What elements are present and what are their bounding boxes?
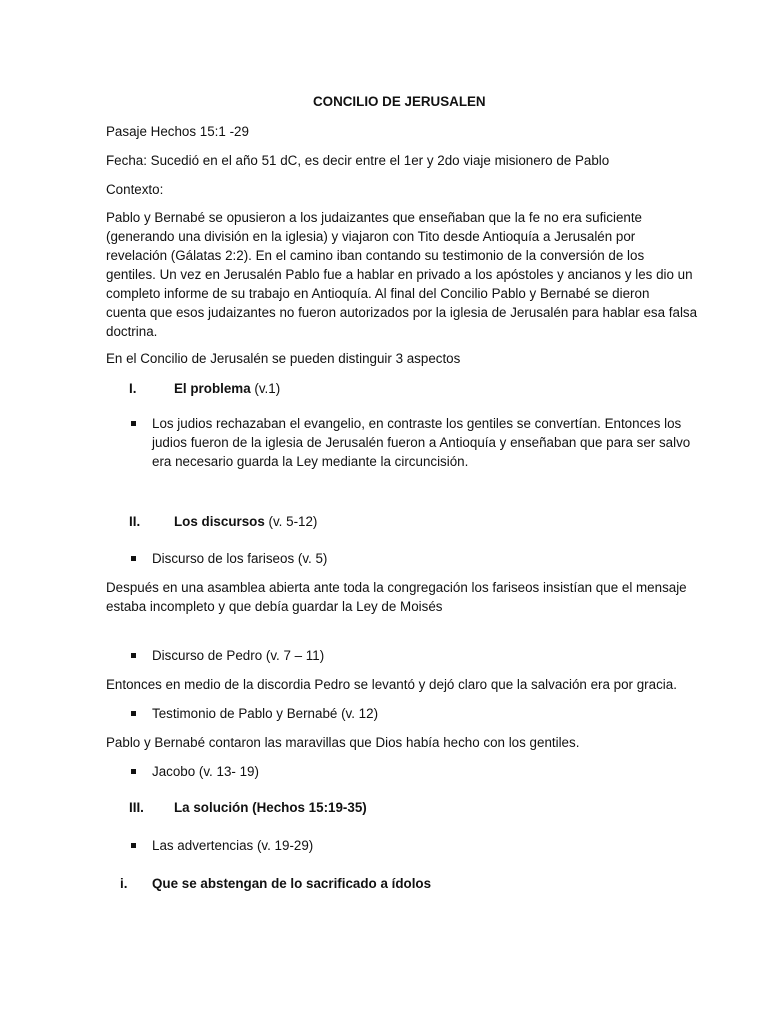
item-i-numeral: i. [120,876,128,891]
page-title: CONCILIO DE JERUSALEN [313,94,486,109]
bullet-problema [152,414,691,471]
bullet-square-icon [131,843,136,848]
section-2-title: Los discursos [174,514,265,529]
fariseos-line: Después en una asamblea abierta ante toda la congregación los fariseos insistían que el mensaje [106,580,687,595]
pedro-paragraph: Entonces en medio de la discordia Pedro se levantó y dejó claro que la salvación era por gracia. [106,677,677,692]
bullet-problema-line: era necesario guarda la Ley mediante la circuncisión. [152,454,469,469]
section-2-ref: (v. 5-12) [264,514,318,529]
bullet-pedro: Discurso de Pedro (v. 7 – 11) [152,648,325,663]
bullet-square-icon [131,653,136,658]
section-1-title: El problema [174,381,251,396]
pablo-paragraph: Pablo y Bernabé contaron las maravillas que Dios había hecho con los gentiles. [106,735,580,750]
contexto-line: (generando una división en la iglesia) y viajaron con Tito desde Antioquía a Jerusalén por [106,229,636,244]
section-2-heading [174,512,317,531]
contexto-line: revelación (Gálatas 2:2). En el camino iban contando su testimonio de la conversión de los [106,248,645,263]
section-3-numeral: III. [129,800,144,815]
bullet-square-icon [131,769,136,774]
bullet-jacobo: Jacobo (v. 13- 19) [152,764,259,779]
contexto-line: doctrina. [106,324,158,339]
section-1-ref: (v.1) [250,381,281,396]
bullet-problema-line: Los judios rechazaban el evangelio, en contraste los gentiles se convertían. Entonces los [152,416,682,431]
fecha-line: Fecha: Sucedió en el año 51 dC, es decir entre el 1er y 2do viaje misionero de Pablo [106,153,610,168]
fariseos-paragraph [106,578,687,616]
bullet-pablo: Testimonio de Pablo y Bernabé (v. 12) [152,706,379,721]
section-2-numeral: II. [129,514,141,529]
contexto-label: Contexto: [106,182,164,197]
item-i-text: Que se abstengan de lo sacrificado a ídolos [152,876,432,891]
aspectos-intro: En el Concilio de Jerusalén se pueden distinguir 3 aspectos [106,351,461,366]
bullet-square-icon [131,556,136,561]
contexto-line: gentiles. Un vez en Jerusalén Pablo fue a hablar en privado a los apóstoles y ancianos y les dio un [106,267,693,282]
section-3-title: La solución (Hechos 15:19-35) [174,800,367,815]
fariseos-line: estaba incompleto y que debía guardar la Ley de Moisés [106,599,443,614]
bullet-square-icon [131,421,136,426]
bullet-advertencias: Las advertencias (v. 19-29) [152,838,314,853]
bullet-problema-line: judios fueron de la iglesia de Jerusalén fueron a Antioquía y enseñaban que para ser salvo [152,435,691,450]
bullet-fariseos: Discurso de los fariseos (v. 5) [152,551,328,566]
contexto-paragraph [106,208,698,341]
pasaje-line: Pasaje Hechos 15:1 -29 [106,124,249,139]
contexto-line: cuenta que esos judaizantes no fueron autorizados por la iglesia de Jerusalén para hablar esa falsa [106,305,698,320]
contexto-line: Pablo y Bernabé se opusieron a los judaizantes que enseñaban que la fe no era suficiente [106,210,643,225]
section-1-numeral: I. [129,381,137,396]
contexto-line: completo informe de su trabajo en Antioquía. Al final del Concilio Pablo y Bernabé se dieron [106,286,650,301]
section-1-heading [174,379,280,398]
bullet-square-icon [131,711,136,716]
